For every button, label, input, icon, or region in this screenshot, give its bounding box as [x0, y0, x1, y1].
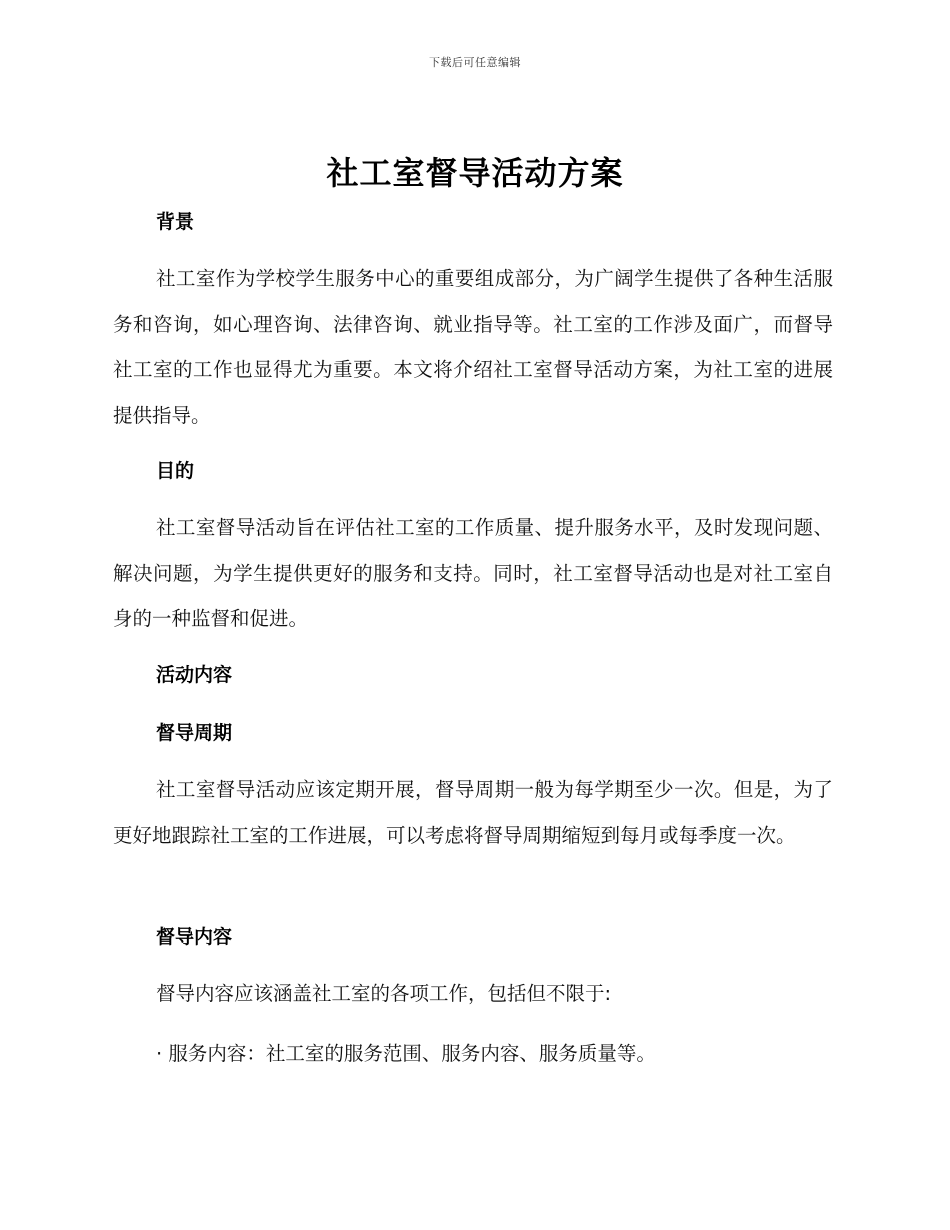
- list-item: · 服务内容：社工室的服务范围、服务内容、服务质量等。: [156, 1042, 656, 1065]
- paragraph-background: 社工室作为学校学生服务中心的重要组成部分，为广阔学生提供了各种生活服务和咨询，如心理咨询、法律咨询、就业指导等。社工室的工作涉及面广，而督导社工室的工作也显得尤为重要。本文将介绍社工室督导活动方案，为社工室的进展提供指导。: [113, 267, 833, 427]
- paragraph-scope: 督导内容应该涵盖社工室的各项工作，包括但不限于:: [156, 982, 612, 1005]
- header-note: 下载后可任意编辑: [429, 56, 521, 69]
- section-heading-cycle: 督导周期: [156, 722, 233, 744]
- paragraph-cycle: 社工室督导活动应该定期开展，督导周期一般为每学期至少一次。但是，为了更好地跟踪社工室的工作进展，可以考虑将督导周期缩短到每月或每季度一次。: [113, 778, 833, 847]
- section-heading-activity-content: 活动内容: [156, 664, 233, 686]
- paragraph-purpose: 社工室督导活动旨在评估社工室的工作质量、提升服务水平，及时发现问题、解决问题，为学生提供更好的服务和支持。同时，社工室督导活动也是对社工室自身的一种监督和促进。: [113, 516, 833, 630]
- section-heading-background: 背景: [156, 211, 195, 233]
- section-heading-scope: 督导内容: [156, 926, 233, 948]
- section-heading-purpose: 目的: [156, 460, 195, 482]
- document-title: 社工室督导活动方案: [326, 154, 624, 192]
